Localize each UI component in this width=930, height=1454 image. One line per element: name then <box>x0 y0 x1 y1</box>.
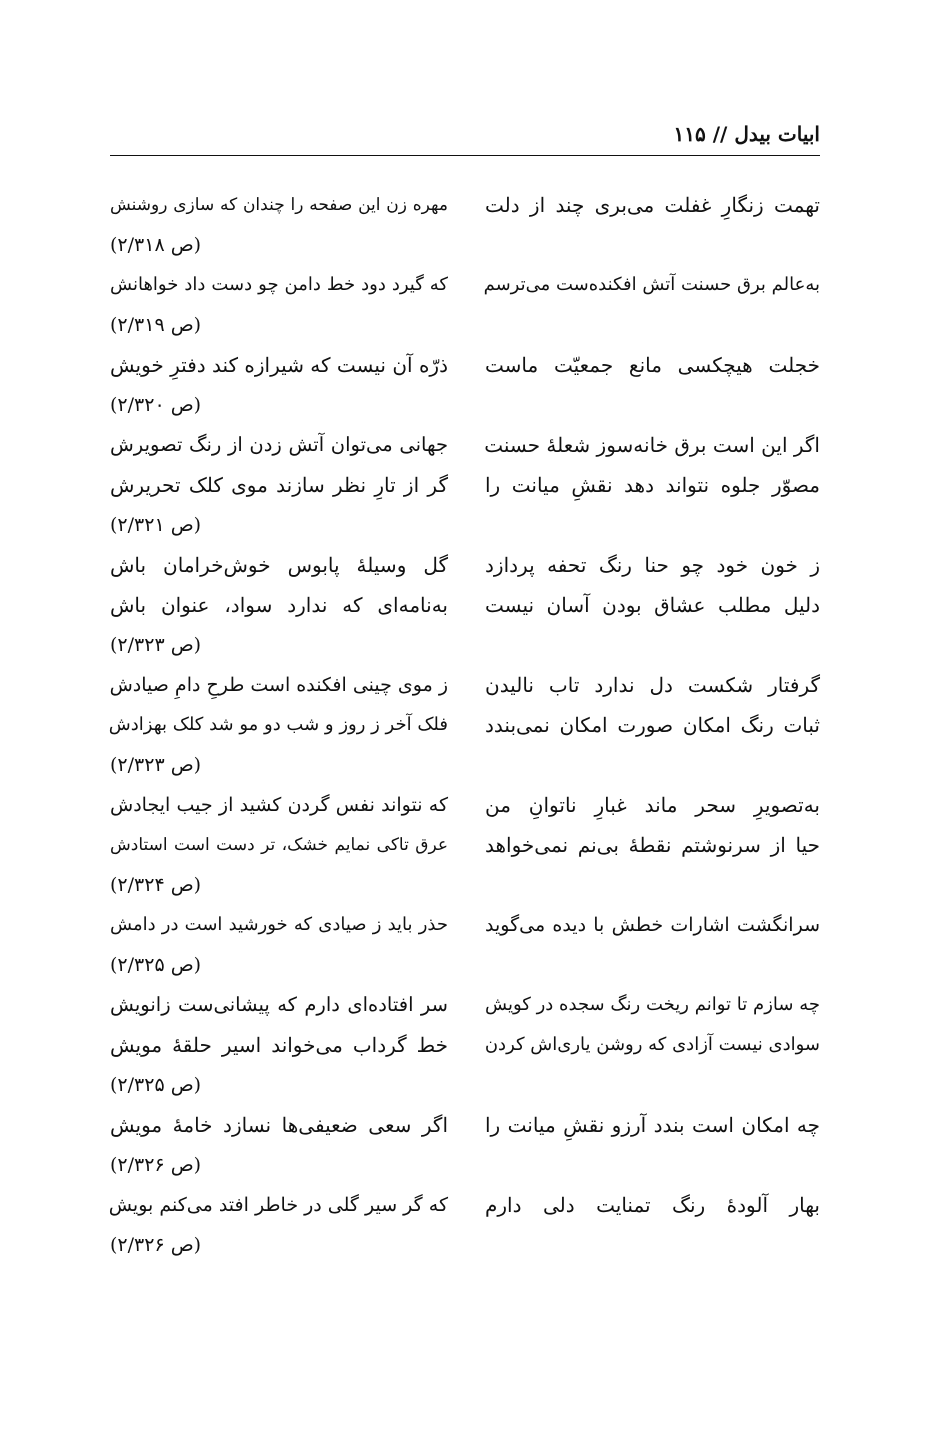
right-hemistich: تهمت زنگارِ غفلت می‌بری چند از دلت <box>485 193 820 217</box>
left-hemistich: سر افتاده‌ای دارم که پیشانی‌ست زانویش <box>110 993 448 1016</box>
couplet <box>110 828 820 868</box>
page-reference: (ص ۲/۳۱۸) <box>110 234 202 256</box>
left-hemistich: فلک آخر ز روز و شب دو مو شد کلک بهزادش <box>108 714 448 735</box>
left-hemistich: مهره زن این صفحه را چندان که سازی روشنش <box>110 195 448 215</box>
page-reference: (ص ۲/۳۲۳) <box>110 634 202 656</box>
couplet <box>110 348 820 388</box>
right-hemistich: به‌تصویرِ سحر ماند غبارِ ناتوانِ من <box>485 793 820 817</box>
page-reference: (ص ۲/۳۲۱) <box>110 514 202 536</box>
couplet <box>110 1108 820 1148</box>
couplet <box>110 268 820 308</box>
right-hemistich: حیا از سرنوشتم نقطهٔ بی‌نم نمی‌خواهد <box>485 833 820 857</box>
page-reference-row <box>110 948 820 988</box>
left-hemistich: که گر سیر گلی در خاطر افتد می‌کنم بویش <box>108 1194 448 1216</box>
page-reference-row <box>110 1068 820 1108</box>
couplet <box>110 588 820 628</box>
couplet <box>110 988 820 1028</box>
couplet <box>110 548 820 588</box>
couplet <box>110 468 820 508</box>
couplet <box>110 428 820 468</box>
right-hemistich: اگر این است برق خانه‌سوز شعلهٔ حسنت <box>484 433 820 457</box>
left-hemistich: ذرّه آن نیست که شیرازه کند دفترِ خویش <box>110 353 448 377</box>
page-reference-row <box>110 868 820 908</box>
page-reference: (ص ۲/۳۲۵) <box>110 954 202 976</box>
left-hemistich: اگر سعی ضعیفی‌ها نسازد خامهٔ مویش <box>110 1113 448 1137</box>
couplet <box>110 908 820 948</box>
right-hemistich: به‌عالم برق حسنت آتش افکنده‌ست می‌ترسم <box>483 274 820 295</box>
left-hemistich: ز موی چینی افکنده است طرحِ دامِ صیادش <box>109 674 448 696</box>
left-hemistich: گل وسیلهٔ پابوس خوش‌خرامان باش <box>110 553 448 577</box>
left-hemistich: به‌نامه‌ای که ندارد سواد، عنوان باش <box>110 593 448 617</box>
couplet <box>110 1028 820 1068</box>
left-hemistich: گر از تارِ نظر سازند موی کلک تحریرش <box>110 473 448 497</box>
poem-body <box>110 188 820 1268</box>
left-hemistich: که نتواند نفس گردن کشید از جیب ایجادش <box>110 794 448 816</box>
page-reference: (ص ۲/۳۲۴) <box>110 874 202 896</box>
running-head: ابیات بیدل // ۱۱۵ <box>673 122 820 146</box>
couplet <box>110 668 820 708</box>
right-hemistich: سرانگشت اشارات خطش با دیده می‌گوید <box>485 914 820 936</box>
page-header <box>110 118 820 156</box>
page-reference-row <box>110 1228 820 1268</box>
page-reference-row <box>110 308 820 348</box>
left-hemistich: حذر باید ز صیادی که خورشید است در دامش <box>110 914 448 935</box>
right-hemistich: بهار آلودهٔ رنگ تمنایت دلی دارم <box>485 1193 820 1217</box>
couplet <box>110 188 820 228</box>
page-reference: (ص ۲/۳۲۰) <box>110 394 202 416</box>
couplet <box>110 1188 820 1228</box>
couplet <box>110 788 820 828</box>
page-reference-row <box>110 228 820 268</box>
right-hemistich: خجلت هیچکسی مانع جمعیّت ماست <box>485 353 820 377</box>
page-reference-row <box>110 388 820 428</box>
left-hemistich: خط گرداب می‌خواند اسیر حلقهٔ مویش <box>110 1033 448 1057</box>
left-hemistich: جهانی می‌توان آتش زدن از رنگ تصویرش <box>110 433 448 456</box>
right-hemistich: سوادی نیست آزادی که روشن یاری‌اش کردن <box>484 1034 820 1055</box>
page-reference: (ص ۲/۳۲۶) <box>110 1234 202 1256</box>
header-rule <box>110 155 820 156</box>
right-hemistich: گرفتار شکست دل ندارد تاب نالیدن <box>485 673 820 697</box>
right-hemistich: ثبات رنگ امکان صورت امکان نمی‌بندد <box>485 713 820 737</box>
right-hemistich: چه سازم تا توانم ریخت رنگ سجده در کویش <box>485 994 820 1015</box>
right-hemistich: مصوّر جلوه نتواند دهد نقشِ میانت را <box>485 473 820 497</box>
left-hemistich: که گیرد دود خط دامن چو دست داد خواهانش <box>110 274 448 295</box>
page-reference-row <box>110 748 820 788</box>
right-hemistich: چه امکان است بندد آرزو نقشِ میانت را <box>485 1113 820 1137</box>
couplet <box>110 708 820 748</box>
left-hemistich: عرق تاکی نمایم خشک، تر دست است استادش <box>110 835 448 855</box>
page-reference: (ص ۲/۳۱۹) <box>110 314 202 336</box>
page-reference: (ص ۲/۳۲۶) <box>110 1154 202 1176</box>
page-reference: (ص ۲/۳۲۵) <box>110 1074 202 1096</box>
page-reference: (ص ۲/۳۲۳) <box>110 754 202 776</box>
right-hemistich: ز خون خود چو حنا رنگ تحفه پردازد <box>485 553 820 577</box>
page-reference-row <box>110 508 820 548</box>
page-reference-row <box>110 628 820 668</box>
right-hemistich: دلیل مطلب عشاق بودن آسان نیست <box>485 593 820 617</box>
page-reference-row <box>110 1148 820 1188</box>
